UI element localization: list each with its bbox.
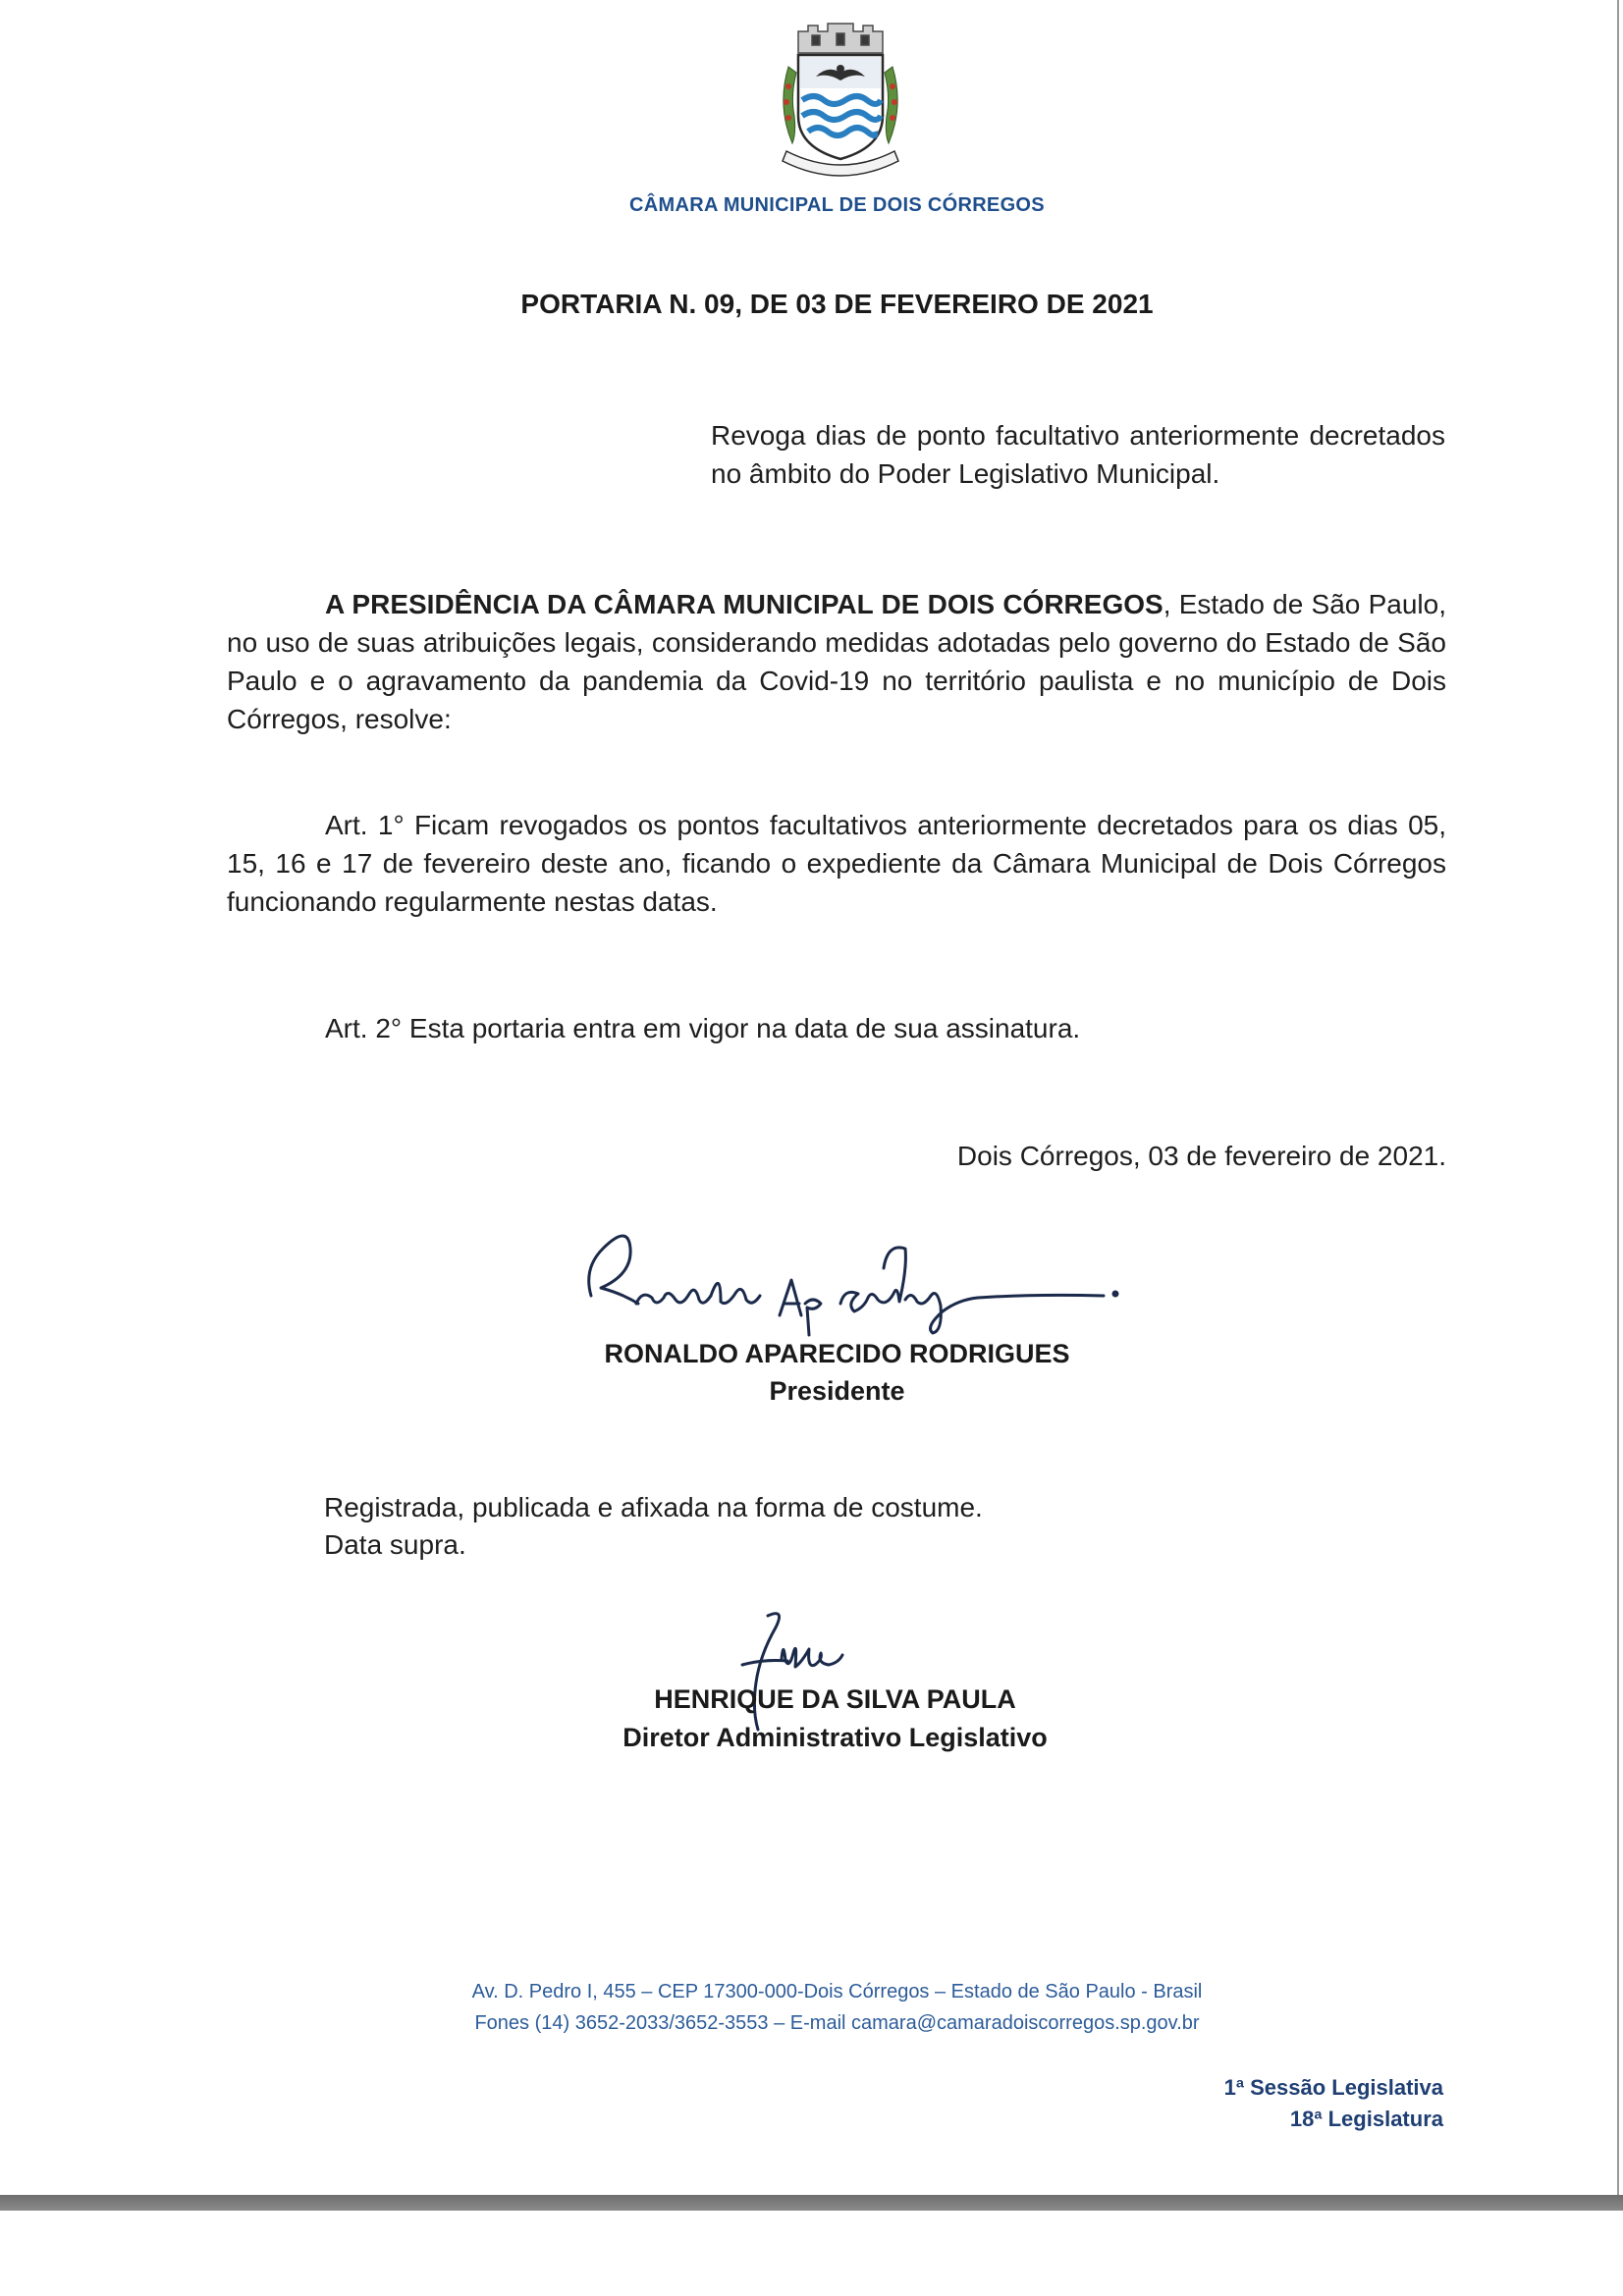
document-title: PORTARIA N. 09, DE 03 DE FEVEREIRO DE 2021: [520, 289, 1154, 319]
signer-name-president: RONALDO APARECIDO RODRIGUES: [604, 1339, 1070, 1368]
preamble-text: , Estado de São Paulo, no uso de suas atribuições legais, considerando medidas adotadas pelo governo do Estado de São Paulo e o agravamento da pandemia da Covid-19 no território paulista e no município de Dois Córregos, resolve:: [227, 589, 1446, 734]
page-bottom-shadow: [0, 2195, 1623, 2211]
place-date: Dois Córregos, 03 de fevereiro de 2021.: [956, 1141, 1446, 1171]
preamble-paragraph: [227, 585, 1446, 738]
coat-of-arms-icon: [767, 18, 914, 183]
signature-director: [699, 1600, 895, 1737]
footer-address: Av. D. Pedro I, 455 – CEP 17300-000-Dois Córregos – Estado de São Paulo - Brasil: [471, 1981, 1203, 2002]
signer-name-director: HENRIQUE DA SILVA PAULA: [654, 1684, 1016, 1714]
article-1: Art. 1° Ficam revogados os pontos facultativos anteriormente decretados para os dias 05, 15, 16 e 17 de fevereiro deste ano, ficando o expediente da Câmara Municipal de Dois Córregos funcionando regularmente nestas datas.: [227, 810, 1446, 917]
article-2: Art. 2° Esta portaria entra em vigor na data de sua assinatura.: [325, 1013, 1081, 1043]
signer-role-president: Presidente: [769, 1376, 905, 1406]
signature-president: [573, 1209, 1123, 1337]
legislature-label: 18ª Legislatura: [1289, 2107, 1443, 2131]
signer-role-director: Diretor Administrativo Legislativo: [622, 1723, 1048, 1752]
page-right-edge: [1617, 0, 1619, 2197]
registration-line: Registrada, publicada e afixada na forma de costume.: [324, 1492, 983, 1522]
preamble-bold: A PRESIDÊNCIA DA CÂMARA MUNICIPAL DE DOIS CÓRREGOS: [325, 589, 1163, 619]
ementa: Revoga dias de ponto facultativo anteriormente decretados no âmbito do Poder Legislativo Municipal.: [711, 420, 1445, 489]
session-label: 1ª Sessão Legislativa: [1223, 2075, 1443, 2100]
registration-line: Data supra.: [324, 1529, 466, 1560]
registration-note: [324, 1489, 983, 1564]
footer-contacts: Fones (14) 3652-2033/3652-3553 – E-mail camara@camaradoiscorregos.sp.gov.br: [474, 2012, 1200, 2034]
chamber-name: CÂMARA MUNICIPAL DE DOIS CÓRREGOS: [629, 194, 1045, 216]
